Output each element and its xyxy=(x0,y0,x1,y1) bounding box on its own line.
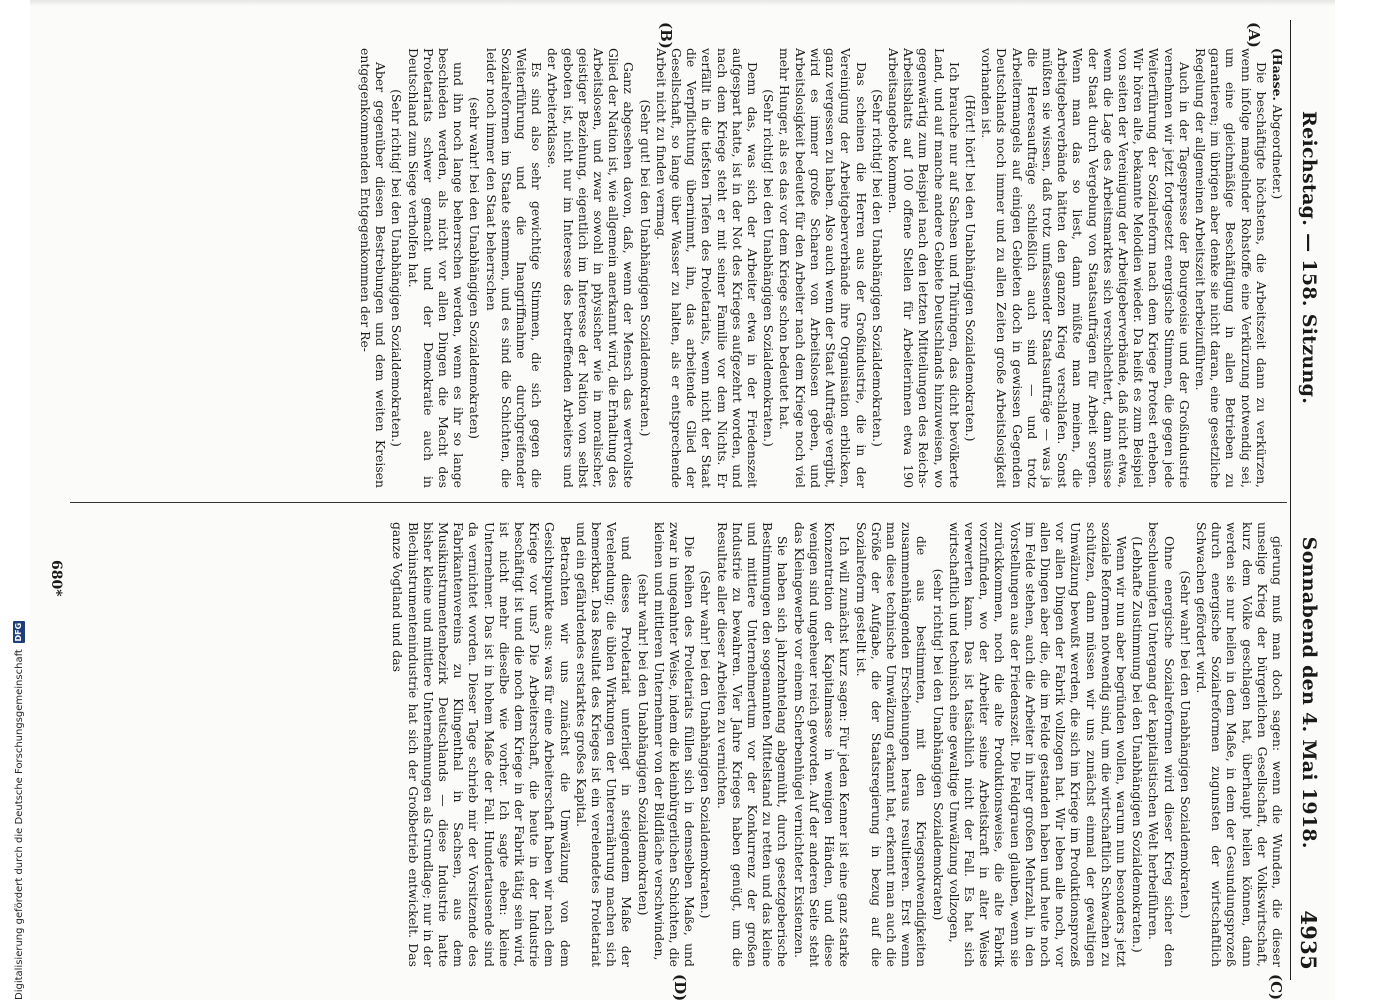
paragraph: Sie haben sich jahrzehntelang abgemüht, durch gesetzgeberische Bestimmungen den sogenannten Mittelstand zu retten und das kleine und mittlere Unternehmertum vor der Konkurrenz der großen Industrie zu bewahren. Vier Jahre Krieges haben genügt, um die Resultate aller dieser Arbeiten zu vernichten. xyxy=(714,522,791,967)
paragraph: (Sehr wahr! bei den Unabhängigen Sozialdemokraten.) xyxy=(698,570,714,919)
paragraph: Das scheinen die Herren aus der Großindustrie, die in der Vereinigung der Arbeitgeberverbände ihre Organisation erblicken, ganz vergessen zu haben. Also auch wenn der Staat Aufträge vergibt, wird es immer große Scharen von Arbeitslosen geben, und Arbeitslosigkeit bedeutet für den Arbeiter nach dem Kriege noch viel mehr Hunger, als es das vor dem Kriege schon bedeutet hat. xyxy=(777,48,869,488)
paragraph: Auch in der Tagespresse der Bourgeoisie und der Großindustrie vernehmen wir jetzt fortgesetzt energische Stimmen, die gegen jede Weiterführung der Sozialreform nach dem Kriege Protest erheben. Wir hören alte, bekannte Melodien wieder. Da heißt es zum Beispiel von seiten der Vereinigung der Arbeitgeberverbände, daß nicht etwa, wenn die Lage des Arbeitsmarktes sich verschlechtert, dann müsse der Staat durch Vergebung von Staatsaufträgen für Arbeit sorgen. Wenn man das so liest, dann müßte man meinen, die Arbeitgeberverbände hätten den ganzen Krieg verschlafen. Sonst müßten sie wissen, daß trotz umfassender Staatsaufträge — was ja die Heeresaufträge schließlich auch sind — und trotz Arbeitermangels auf einigen Gebieten doch in gewissen Gegenden Deutschlands noch immer und zu allen Zeiten große Arbeitslosigkeit vorhanden ist. xyxy=(979,48,1192,488)
paragraph: Denn das, was sich der Arbeiter etwa in der Friedenszeit aufgespart hatte, ist in der Not des Krieges aufgezehrt worden, und nach dem Kriege steht er mit seiner Familie vor dem Nichts. Er verfällt in die tiefsten Tiefen des Proletariats, wenn nicht der Staat die Verpflichtung übernimmt, ihn, das arbeitende Glied der Gesellschaft, so lange über Wasser zu halten, als er entsprechende Arbeit nicht zu finden vermag. xyxy=(653,48,761,488)
header-rule xyxy=(1290,20,1291,980)
header-right-title: Sonnabend den 4. Mai 1918. xyxy=(1298,536,1320,849)
paragraph: gierung muß man doch sagen: wenn die Wunden, die dieser unselige Krieg der bürgerlichen Gesellschaft, der Volkswirtschaft, kurz dem Volke geschlagen hat, überhaupt heilen können, dann werden sie nur heilen in dem Maße, in dem der Gesundungsprozeß durch energische Sozialreformen zugunsten der wirtschaftlich Schwachen gefördert wird. xyxy=(1193,522,1285,967)
paragraph: (Sehr richtig! bei den Unabhängigen Sozialdemokraten.) xyxy=(869,89,885,447)
paragraph: Betrachten wir uns zunächst die Umwälzung von dem Gesichtspunkte aus: was für eine Arbeiterschaft haben wir nach dem Kriege vor uns? Die Arbeiterschaft, die heute in der Industrie beschäftigt ist und die noch dem Kriege in der Fabrik tätig sein wird, ist nicht mehr dieselbe wie vorher. Ich sagte eben: kleine Unternehmer. Das ist in hohem Maße der Fall. Hundertausende sind da vernichtet worden. Dieser Tage schrieb mir der Vorsitzende des Fabrikantenvereins zu Klingenthal in Sachsen, aus dem Musikinstrumentenbezirk Deutschlands — diese Industrie hatte bisher kleine und mittlere Unternehmungen als Grundlage; nur in der Blechinstrumentenindustrie hat sich der Großbetrieb entwickelt. Das ganze Vogtland und das xyxy=(390,522,573,967)
paragraph: Die beschäftigte höchstens, die Arbeitszeit dann zu verkürzen, wenn infolge mangelnder Rohstoffe eine Verkürzung notwendig sei, um eine gleichmäßige Beschäftigung in allen Betrieben zu garantieren; im übrigen aber denke sie nicht daran, eine gesetzliche Regelung der allgemeinen Arbeitszeit herbeizuführen. xyxy=(1192,48,1269,488)
page-number: 4935 xyxy=(1296,910,1322,970)
left-text-column xyxy=(78,48,1285,488)
paragraph: (Hört! hört! bei den Unabhängigen Sozialdemokraten.) xyxy=(962,94,978,442)
paragraph: Ich will zunächst kurz sagen: Für jeden Kenner ist eine ganz starke Konzentration der Kapitalmasse in wenigen Händen, und diese wenigen sind ungeheuer reich geworden. Auf der anderen Seite steht das Kleingewerbe vor einem Scherbenhügel vernichteter Existenzen. xyxy=(791,522,853,967)
paragraph: (sehr wahr! bei den Unabhängigen Sozialdemokraten) xyxy=(635,573,651,916)
paragraph: und ihn noch lange beherrschen werden, wenn es ihr so lange beschieden werden, als nicht vor allen Dingen die Macht des Proletariats schwer gemacht und der Demokratie auch in Deutschland zum Siege verholfen hat. xyxy=(405,48,467,488)
paragraph: Aber gegenüber diesen Bestrebungen und dem weiten Kreisen entgegenkommenden Entgegenkommen der Re- xyxy=(358,48,389,488)
margin-marker-a: (A) xyxy=(1245,22,1263,48)
column-separator xyxy=(70,502,1287,503)
paragraph: Ich brauche nur auf Sachsen und Thüringen, das dicht bevölkerte Land, und auf manche andere Gebiete Deutschlands hinzuweisen, wo gegenwärtig zum Beispiel nach den letzten Mitteilungen des Reichs-Arbeitsblatts auf 100 offene Stellen für Arbeiterinnen etwa 190 Arbeitsangebote kommen. xyxy=(885,48,962,488)
footer-page-ref: 680* xyxy=(48,560,64,597)
page-header xyxy=(1293,40,1325,970)
paragraph: (Lebhafte Zustimmung bei den Unabhängigen Sozialdemokraten.) xyxy=(1130,536,1146,953)
paragraph: Die Reihen des Proletariats füllen sich in demselben Maße, und zwar in ungeahnter Weise, indem die kleinbürgerlichen Schichten, die kleinen und mittleren Unternehmer von der Bildfläche verschwinden, xyxy=(651,522,698,967)
credit-text: Digitalisierung gefördert durch die Deutsche Forschungsgemeinschaft xyxy=(13,649,25,1000)
margin-marker-d: (D) xyxy=(671,974,689,1001)
paragraph: (sehr wahr! bei den Unabhängigen Sozialdemokraten) xyxy=(467,97,483,439)
margin-marker-c: (C) xyxy=(1267,974,1285,1001)
paragraph: Wenn wir nun aber begründen wollen, warum nun besonders jetzt soziale Reformen notwendig sind, um die wirtschaftlich Schwachen zu schützen, dann müssen wir uns zunächst einmal der gewaltigen Umwälzung bewußt werden, die sich im Kriege im Produktionsprozeß vor allen Dingen der Fabrik vollzogen hat. Wir leben alle noch, vor allen Dingen aber die, die im Felde gestanden haben und heute noch im Felde stehen, auch die Arbeiter in ihrer großen Mehrzahl, in den Vorstellungen aus der Friedenszeit. Die Feldgrauen glauben, wenn sie zurückkommen, noch die alte Produktionsweise, die alte Fabrik vorzufinden, wo der Arbeiter seine Arbeitskraft in alter Weise verwerten kann. Das ist tatsächlich nicht der Fall. Es hat sich wirtschaftlich und technisch eine gewaltige Umwälzung vollzogen, xyxy=(946,522,1129,967)
speaker-note: Abgeordneter.) xyxy=(1270,100,1285,200)
dfg-logo: DFG xyxy=(14,622,23,642)
margin-marker-b: (B) xyxy=(657,22,675,49)
paragraph: Ganz abgesehen davon, daß, wenn der Mensch das wertvollste Glied der Nation ist, wie allgemein anerkannt wird, die Erhaltung des Arbeitslosen, und zwar sowohl in physischer wie in moralischer, geistiger Beziehung, eigentlich im Interesse der Nation von selbst geboten ist, nicht nur im Interesse des betreffenden Arbeiters und der Arbeiterklasse. xyxy=(545,48,637,488)
paragraph: (Sehr richtig! bei den Unabhängigen Sozialdemokraten.) xyxy=(389,89,405,447)
paragraph: Ohne energische Sozialreformen wird dieser Krieg sicher den beschleunigten Untergang der kapitalistischen Welt herbeiführen. xyxy=(1146,522,1177,967)
paragraph: und dieses Proletariat unterliegt in steigendem Maße der Verelendung; die üblen Wirkungen der Unterernährung machen sich bemerkbar. Das Resultat des Krieges ist ein verelendetes Proletariat und ein gefährdendes erstarktes großes Kapital. xyxy=(573,522,635,967)
scan-edge xyxy=(30,0,1335,6)
speaker-name: (Haase. xyxy=(1270,48,1285,101)
credit-strip xyxy=(12,0,26,1000)
paragraph: (sehr richtig! bei den Unabhängigen Sozialdemokraten) xyxy=(930,568,946,921)
newspaper-page xyxy=(30,0,1335,1000)
paragraph: (Sehr wahr! bei den Unabhängigen Sozialdemokraten.) xyxy=(1177,570,1193,919)
paragraph: (Sehr gut! bei den Unabhängigen Sozialdemokraten.) xyxy=(637,99,653,437)
paragraph: (Sehr richtig! bei den Unabhängigen Sozialdemokraten.) xyxy=(761,89,777,447)
paragraph: die aus bestimmten, mit den Kriegsnotwendigkeiten zusammenhängenden Erscheinungen heraus resultieren. Erst wenn man diese technische Umwälzung erkannt hat, erkennt man auch die Größe der Aufgabe, die der Staatsregierung in bezug auf die Sozialreform gestellt ist. xyxy=(853,522,930,967)
paragraph: Es sind also sehr gewichtige Stimmen, die sich gegen die Weiterführung und die Inangriffnahme durchgreifender Sozialreformen im Staate stemmen, und es sind die Schichten, die leider noch immer den Staat beherrschen xyxy=(483,48,545,488)
right-text-column xyxy=(78,522,1285,967)
header-left-title: Reichstag. — 158. Sitzung. xyxy=(1298,111,1320,405)
paragraph xyxy=(1270,48,1285,488)
